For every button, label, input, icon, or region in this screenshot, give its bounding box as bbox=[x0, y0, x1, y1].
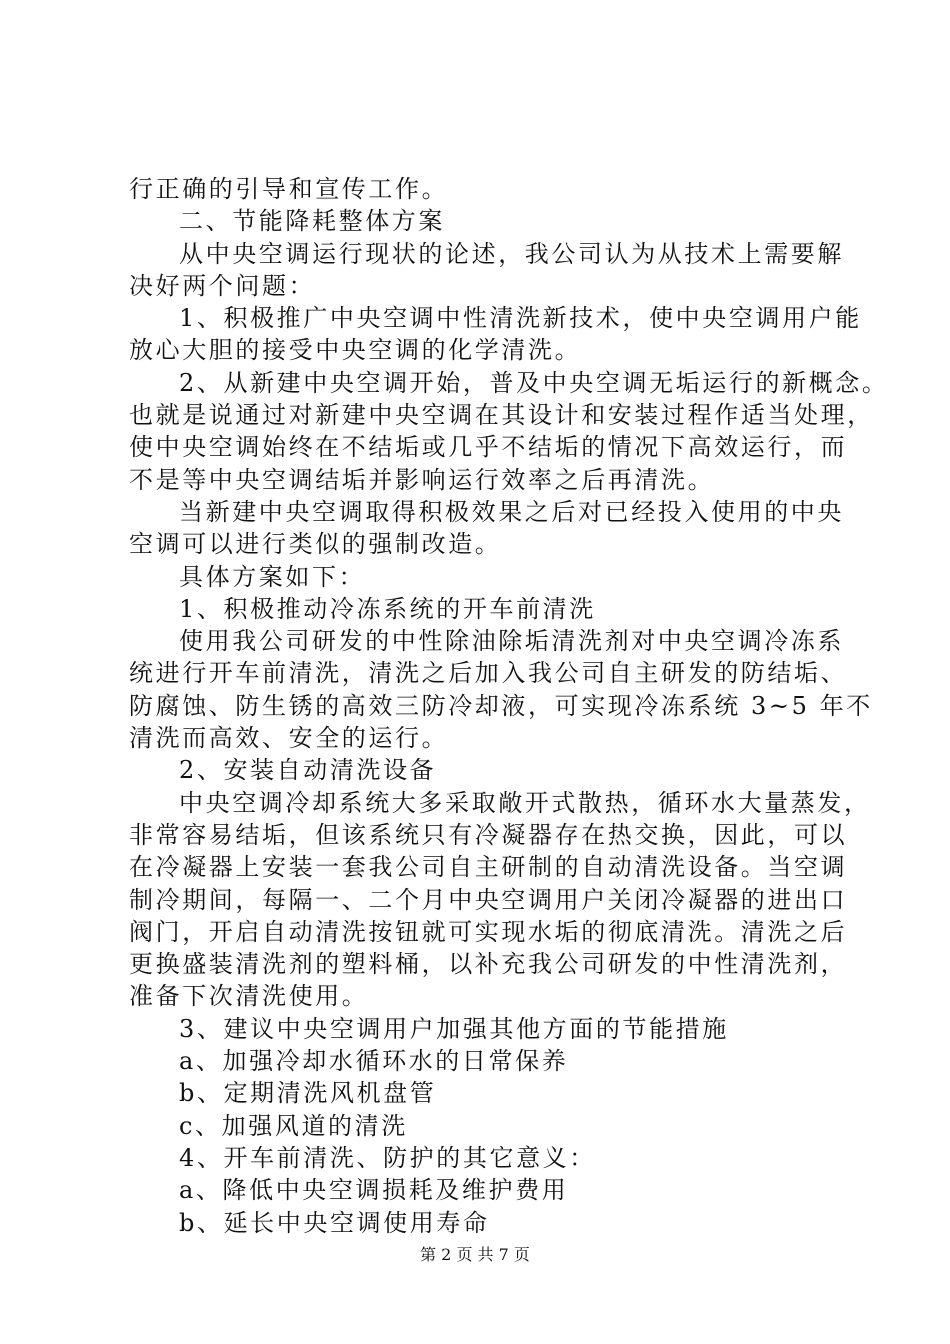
text-line: 不是等中央空调结垢并影响运行效率之后再清洗。 bbox=[129, 465, 715, 494]
text-line: 在冷凝器上安装一套我公司自主研制的自动清洗设备。当空调 bbox=[129, 853, 848, 882]
text-line: 准备下次清洗使用。 bbox=[129, 982, 369, 1011]
text-line: 二、节能降耗整体方案 bbox=[179, 207, 445, 236]
text-line: 使用我公司研发的中性除油除垢清洗剂对中央空调冷冻系 bbox=[179, 627, 844, 656]
text-line: 当新建中央空调取得积极效果之后对已经投入使用的中央 bbox=[179, 497, 844, 526]
text-line: 1、积极推动冷冻系统的开车前清洗 bbox=[179, 594, 596, 623]
text-line: a、加强冷却水循环水的日常保养 bbox=[179, 1047, 569, 1076]
text-line: a、降低中央空调损耗及维护费用 bbox=[179, 1176, 569, 1205]
text-line: 清洗而高效、安全的运行。 bbox=[129, 724, 449, 753]
text-line: c、加强风道的清洗 bbox=[179, 1111, 408, 1140]
text-line: 制冷期间，每隔一、二个月中央空调用户关闭冷凝器的进出口 bbox=[129, 885, 848, 914]
text-line: 从中央空调运行现状的论述，我公司认为从技术上需要解 bbox=[179, 239, 844, 268]
text-line: 具体方案如下： bbox=[179, 562, 366, 591]
text-line: 更换盛装清洗剂的塑料桶，以补充我公司研发的中性清洗剂， bbox=[129, 950, 848, 979]
text-line: 放心大胆的接受中央空调的化学清洗。 bbox=[129, 336, 582, 365]
text-line: 阀门，开启自动清洗按钮就可实现水垢的彻底清洗。清洗之后 bbox=[129, 917, 848, 946]
text-line: 中央空调冷却系统大多采取敞开式散热，循环水大量蒸发， bbox=[179, 788, 871, 817]
text-line: 决好两个问题： bbox=[129, 271, 316, 300]
text-line: 行正确的引导和宣传工作。 bbox=[129, 175, 449, 203]
text-line: 2、安装自动清洗设备 bbox=[179, 756, 437, 785]
text-line: 使中央空调始终在不结垢或几乎不结垢的情况下高效运行，而 bbox=[129, 433, 848, 462]
text-line: 防腐蚀、防生锈的高效三防冷却液，可实现冷冻系统 3~5 年不 bbox=[129, 691, 873, 720]
text-line: b、延长中央空调使用寿命 bbox=[179, 1208, 490, 1237]
text-line: 4、开车前清洗、防护的其它意义： bbox=[179, 1143, 596, 1172]
text-line: 非常容易结垢，但该系统只有冷凝器存在热交换，因此，可以 bbox=[129, 820, 848, 849]
document-body bbox=[129, 173, 889, 1239]
text-line: 1、积极推广中央空调中性清洗新技术，使中央空调用户能 bbox=[179, 304, 862, 333]
page-footer: 第 2 页 共 7 页 bbox=[420, 1245, 530, 1264]
text-line: 空调可以进行类似的强制改造。 bbox=[129, 530, 502, 559]
text-line: 统进行开车前清洗，清洗之后加入我公司自主研发的防结垢、 bbox=[129, 659, 848, 688]
text-line: b、定期清洗风机盘管 bbox=[179, 1079, 437, 1108]
text-line: 3、建议中央空调用户加强其他方面的节能措施 bbox=[179, 1014, 729, 1043]
text-line: 2、从新建中央空调开始，普及中央空调无垢运行的新概念。 bbox=[179, 368, 889, 397]
text-line: 也就是说通过对新建中央空调在其设计和安装过程作适当处理， bbox=[129, 401, 874, 430]
